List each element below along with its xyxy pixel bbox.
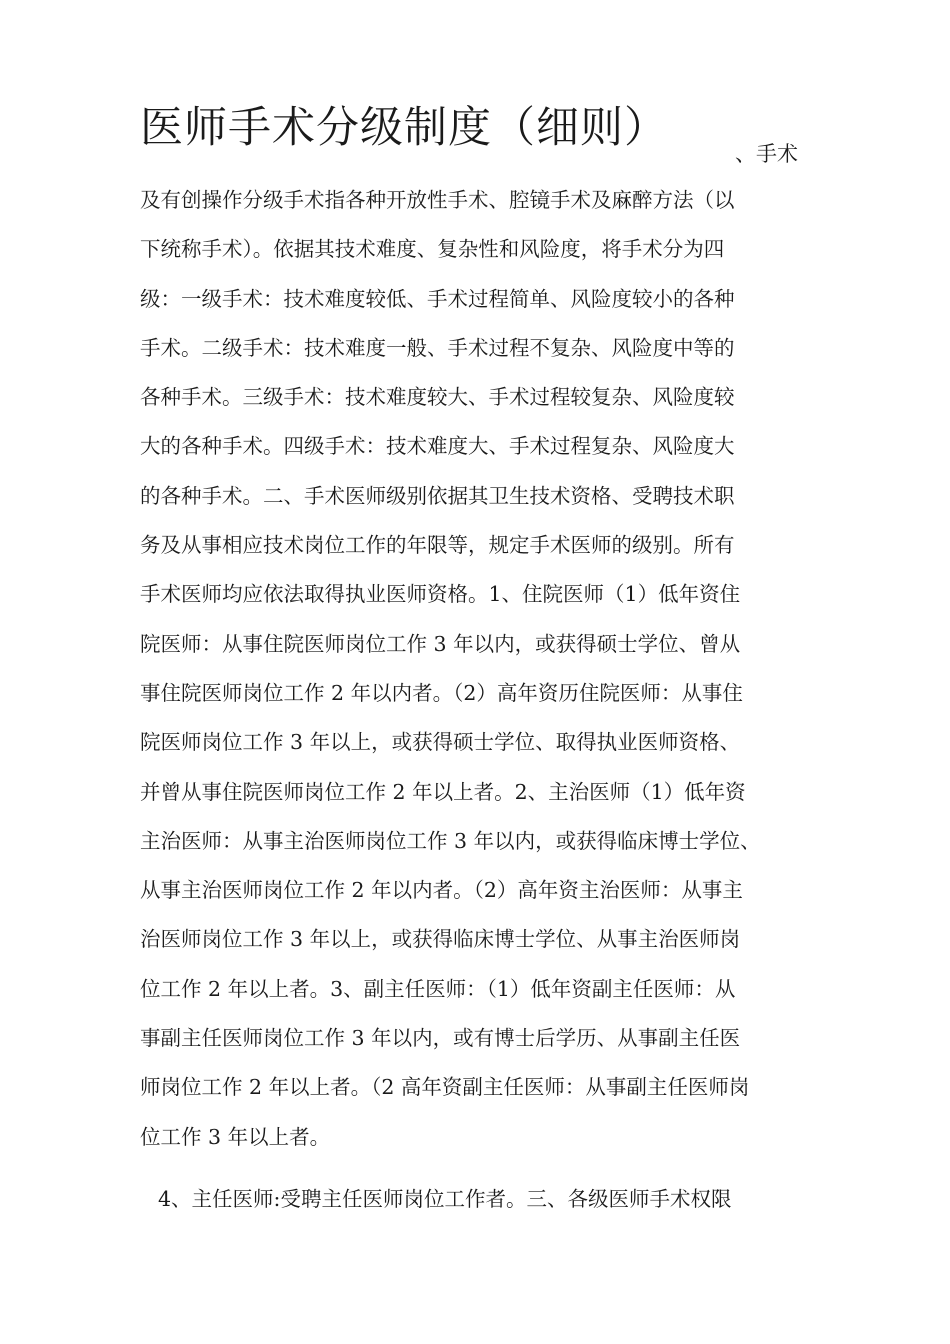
- body-line: 事住院医师岗位工作 2 年以内者。（2）高年资历住院医师：从事住: [140, 680, 743, 705]
- body-line: 事副主任医师岗位工作 3 年以内，或有博士后学历、从事副主任医: [140, 1026, 741, 1051]
- body-line: 手术。二级手术：技术难度一般、手术过程不复杂、风险度中等的: [140, 335, 735, 360]
- body-line: 务及从事相应技术岗位工作的年限等，规定手术医师的级别。所有: [140, 533, 735, 558]
- body-line: 主治医师：从事主治医师岗位工作 3 年以内，或获得临床博士学位、: [140, 828, 761, 853]
- body-line: 从事主治医师岗位工作 2 年以内者。（2）高年资主治医师：从事主: [140, 878, 743, 903]
- body-line: 并曾从事住院医师岗位工作 2 年以上者。2、主治医师（1）低年资: [140, 779, 746, 804]
- title-tail-text: 、手术: [735, 142, 798, 166]
- body-line: 位工作 3 年以上者。: [140, 1124, 331, 1149]
- body-line: 治医师岗位工作 3 年以上，或获得临床博士学位、从事主治医师岗: [140, 927, 741, 952]
- body-line: 大的各种手术。四级手术：技术难度大、手术过程复杂、风险度大: [140, 434, 735, 459]
- section-line: 4、主任医师:受聘主任医师岗位工作者。三、各级医师手术权限: [158, 1187, 732, 1211]
- body-line: 及有创操作分级手术指各种开放性手术、腔镜手术及麻醉方法（以: [140, 188, 735, 212]
- document-body: [140, 176, 832, 1162]
- body-line: 院医师：从事住院医师岗位工作 3 年以内，或获得硕士学位、曾从: [140, 631, 741, 656]
- body-line: 级：一级手术：技术难度较低、手术过程简单、风险度较小的各种: [140, 286, 735, 311]
- document-title: 医师手术分级制度（细则）: [140, 103, 668, 153]
- body-line: 院医师岗位工作 3 年以上，或获得硕士学位、取得执业医师资格、: [140, 730, 741, 755]
- body-line: 各种手术。三级手术：技术难度较大、手术过程较复杂、风险度较: [140, 385, 735, 410]
- body-line: 的各种手术。二、手术医师级别依据其卫生技术资格、受聘技术职: [140, 483, 735, 508]
- body-line: 下统称手术）。依据其技术难度、复杂性和风险度，将手术分为四: [140, 237, 725, 262]
- body-line: 师岗位工作 2 年以上者。（2 高年资副主任医师：从事副主任医师岗: [140, 1075, 750, 1100]
- body-line: 手术医师均应依法取得执业医师资格。1、住院医师（1）低年资住: [140, 582, 741, 607]
- body-line: 位工作 2 年以上者。3、副主任医师：（1）低年资副主任医师：从: [140, 976, 736, 1001]
